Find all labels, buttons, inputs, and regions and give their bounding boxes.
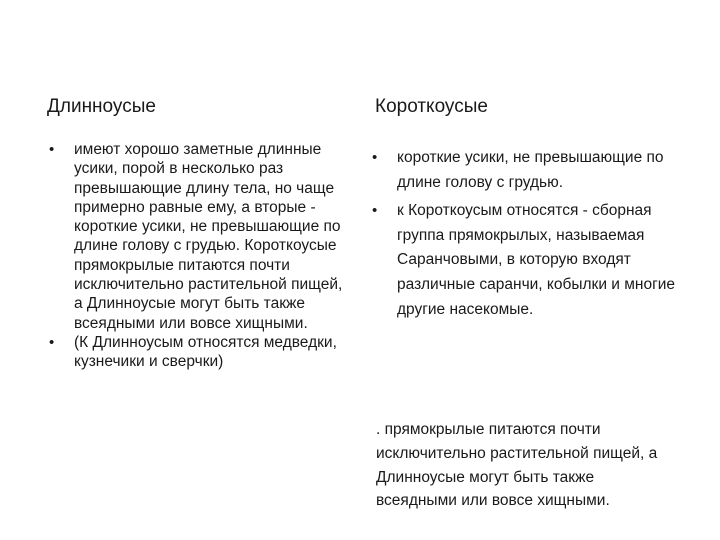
bullet-icon: • — [49, 333, 55, 351]
bullet-icon: • — [49, 141, 55, 158]
left-bullet-list — [49, 140, 354, 372]
left-bullet-item — [49, 140, 354, 333]
bullet-icon: • — [372, 149, 378, 166]
right-bullet-item — [372, 146, 677, 195]
left-bullet-text: имеют хорошо заметные длинные усики, порой в несколько раз превышающие длину тела, но чаще примерно равные ему, а вторые - короткие усики, не превышающие по длине голову с грудью. Короткоусые прямокрылые питаются почти исключительно растительной пищей, а Длинноусые могут быть также всеядными или вовсе хищными. — [74, 141, 343, 332]
right-column-heading: Короткоусые — [375, 96, 488, 117]
bullet-icon: • — [372, 202, 378, 220]
left-column-heading: Длинноусые — [47, 96, 156, 117]
right-bullet-item — [372, 199, 677, 322]
right-bullet-text: к Короткоусым относятся - сборная группа прямокрылых, называемая Саранчовыми, в которую входят различные саранчи, кобылки и многие другие насекомые. — [397, 202, 676, 318]
left-bullet-text: (К Длинноусым относятся медведки, кузнечики и сверчки) — [74, 333, 337, 371]
right-column-paragraph: . прямокрылые питаются почти исключительно растительной пищей, а Длинноусые могут быть также всеядными или вовсе хищными. — [376, 421, 658, 510]
right-bullet-list — [372, 146, 677, 326]
right-bullet-text: короткие усики, не превышающие по длине голову с грудью. — [397, 149, 664, 191]
left-bullet-item — [49, 333, 354, 372]
